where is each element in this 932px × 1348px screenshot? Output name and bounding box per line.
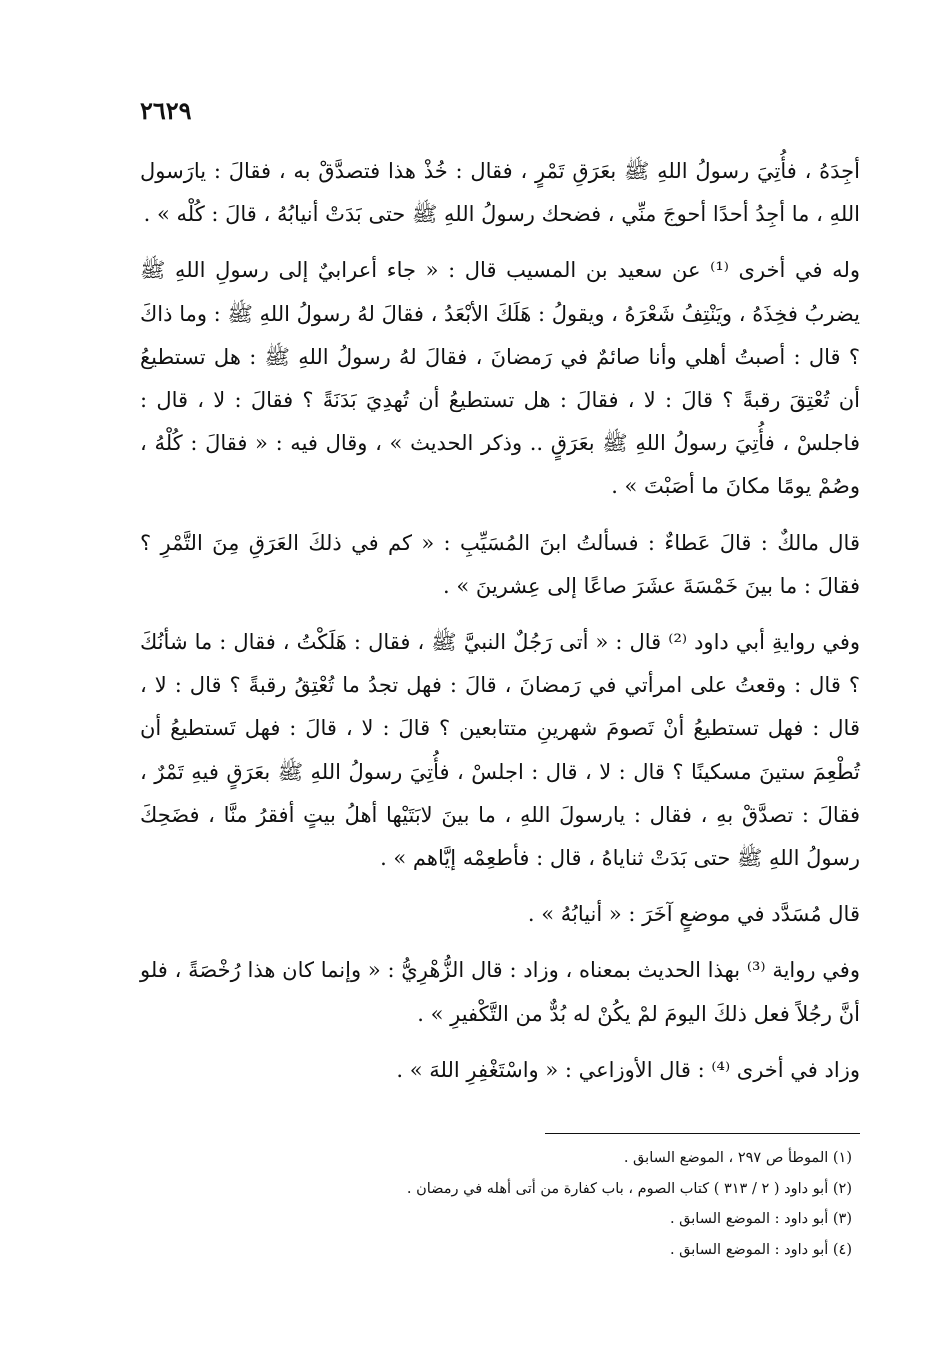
footnote: (١) الموطأ ص ٢٩٧ ، الموضع السابق .	[623, 1150, 852, 1166]
paragraph: وفي رواية ⁽³⁾ بهذا الحديث بمعناه ، وزاد : قال الزُّهْرِيُّ : « وإنما كان هذا رُخْصَةً ، فلو أنَّ رجُلاً فعل ذلكَ اليومَ لمْ يكُنْ له بُدٌّ من التَّكْفيرِ » .	[140, 958, 860, 1026]
paragraph: وله في أخرى ⁽¹⁾ عن سعيد بن المسيب قال : « جاء أعرابيٌ إلى رسولِ اللهِ ﷺ يضربُ فخِذَهُ ، ويَنْتِفُ شَعْرَهُ ، ويقولُ : هَلَكَ الأبْعَدُ ، فقالَ لهُ رسولُ اللهِ ﷺ : وما ذاكَ ؟ قال : أصبتُ أهلي وأنا صائمٌ في رَمضانَ ، فقالَ لهُ رسولُ اللهِ ﷺ : هل تستطيعُ أن تُعْتِقَ رقبةً ؟ قالَ : لا ، فقالَ : هل تستطيعُ أن تُهدِيَ بَدَنَةً ؟ فقالَ : لا ، قال : فاجلسْ ، فأُتِيَ رسولُ اللهِ ﷺ بعَرَقٍ .. وذكر الحديث » ، وقال فيه : « فقالَ : كُلْهُ ، وصُمْ يومًا مكانَ ما أصَبْتَ » .	[140, 258, 860, 499]
paragraph: قال مالكٌ : قالَ عَطاءٌ : فسألتُ ابنَ المُسَيِّبِ : « كم في ذلكَ العَرَقِ مِنَ التَّمْرِ ؟ فقالَ : ما بينَ خَمْسَةَ عشَرَ صاعًا إلى عِشرينَ » .	[140, 530, 860, 598]
page-number: ٢٦٢٩	[140, 96, 192, 125]
footnotes	[140, 1143, 852, 1265]
footnote: (٣) أبو داود : الموضع السابق .	[669, 1211, 852, 1227]
main-text	[140, 150, 860, 1092]
paragraph: وزاد في أخرى ⁽⁴⁾ : قال الأوزاعي : « واسْتَغْفِرِ اللهَ » .	[396, 1057, 860, 1082]
footnote: (٤) أبو داود : الموضع السابق .	[669, 1241, 852, 1258]
paragraph: أجِدَهُ ، فأُتِيَ رسولُ اللهِ ﷺ بعَرَقِ تَمْرٍ ، فقال : خُذْ هذا فتصدَّقْ به ، فقالَ : يارَسول اللهِ ، ما أجِدُ أحدًا أحوجَ منِّي ، فضحك رسولُ اللهِ ﷺ حتى بَدَتْ أنيابُهُ ، قالَ : كُلْه » .	[140, 159, 860, 227]
footnote: (٢) أبو داود ( ٢ / ٣١٣ ) كتاب الصوم ، باب كفارة من أتى أهله في رمضان .	[406, 1180, 852, 1197]
paragraph: وفي روايةِ أبي داود ⁽²⁾ قال : « أتى رَجُلٌ النبيَّ ﷺ ، فقال : هَلَكْتُ ، فقال : ما شأنُكَ ؟ قال : وقعتُ على امرأتي في رَمضانَ ، قالَ : فهل تجدُ ما تُعْتِقُ رقبةً ؟ قال : لا ، قال : فهل تستطيعُ أنْ تَصومَ شهرينِ متتابعين ؟ قالَ : لا ، قالَ : فهل تَستطيعُ أن تُطْعِمَ ستينَ مسكينًا ؟ قال : لا ، قال : اجلسْ ، فأُتِيَ رسولُ اللهِ ﷺ بعَرَقٍ فيهِ تَمْرٌ ، فقالَ : تصدَّقْ بهِ ، فقال : يارسولَ اللهِ ، ما بينَ لابَتَيْها أهلُ بيتٍ أفقرُ منَّا ، فضَحِكَ رسولُ اللهِ ﷺ حتى بَدَتْ ثناياهُ ، قال : فأطعِمْه إيَّاهم » .	[140, 630, 861, 871]
paragraph: قال مُسَدَّد في موضعٍ آخَرَ : « أنيابُهُ » .	[527, 902, 860, 927]
footnote-separator	[545, 1133, 860, 1134]
